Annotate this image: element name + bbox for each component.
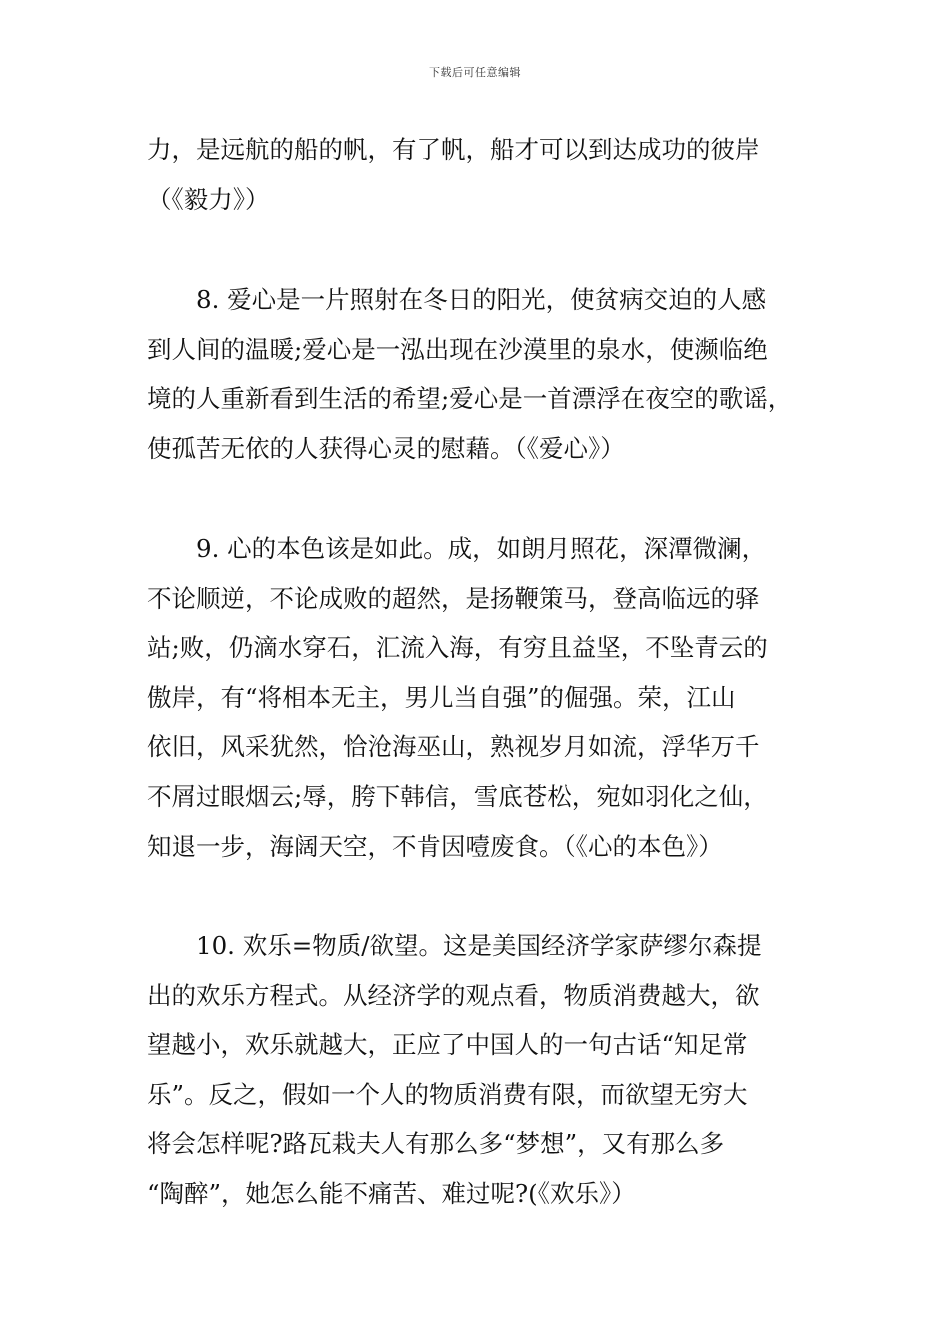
text-line: 8. 爱心是一片照射在冬日的阳光，使贫病交迫的人感 <box>196 285 767 314</box>
text-line: 知退一步，海阔天空，不肯因噎废食。（《心的本色》） <box>147 831 723 861</box>
text-line: 将会怎样呢?路瓦栽夫人有那么多“梦想”，又有那么多 <box>147 1129 725 1159</box>
text-line: 傲岸，有“将相本无主，男儿当自强”的倔强。荣，江山 <box>147 682 736 712</box>
paragraph-7-continuation <box>147 125 827 224</box>
paragraph-10 <box>147 921 827 1219</box>
text-line: 9. 心的本色该是如此。成，如朗月照花，深潭微澜， <box>196 534 767 563</box>
paragraph-9 <box>147 524 827 871</box>
text-line: 依旧，风采犹然，恰沧海巫山，熟视岁月如流，浮华万千 <box>147 732 760 762</box>
text-line: 出的欢乐方程式。从经济学的观点看，物质消费越大，欲 <box>147 980 760 1010</box>
text-line: 不屑过眼烟云;辱，胯下韩信，雪底苍松，宛如羽化之仙， <box>147 781 768 811</box>
text-line: 使孤苦无依的人获得心灵的慰藉。（《爱心》） <box>147 433 625 463</box>
paragraph-8 <box>147 275 827 473</box>
text-line: 力，是远航的船的帆，有了帆，船才可以到达成功的彼岸 <box>147 135 760 164</box>
text-line: “陶醉”，她怎么能不痛苦、难过呢?(《欢乐》） <box>147 1178 636 1208</box>
text-line: （《毅力》） <box>147 184 270 214</box>
text-line: 到人间的温暖;爱心是一泓出现在沙漠里的泉水，使濒临绝 <box>147 334 768 364</box>
text-line: 境的人重新看到生活的希望;爱心是一首漂浮在夜空的歌谣， <box>147 384 793 414</box>
text-line: 乐”。反之，假如一个人的物质消费有限，而欲望无穷大 <box>147 1079 748 1109</box>
text-line: 不论顺逆，不论成败的超然，是扬鞭策马，登高临远的驿 <box>147 583 760 613</box>
text-line: 望越小，欢乐就越大，正应了中国人的一句古话“知足常 <box>147 1030 748 1060</box>
text-line: 站;败，仍滴水穿石，汇流入海，有穷且益坚，不坠青云的 <box>147 633 768 663</box>
page-header: 下载后可任意编辑 <box>429 66 521 79</box>
text-line: 10. 欢乐=物质/欲望。这是美国经济学家萨缪尔森提 <box>196 931 762 960</box>
